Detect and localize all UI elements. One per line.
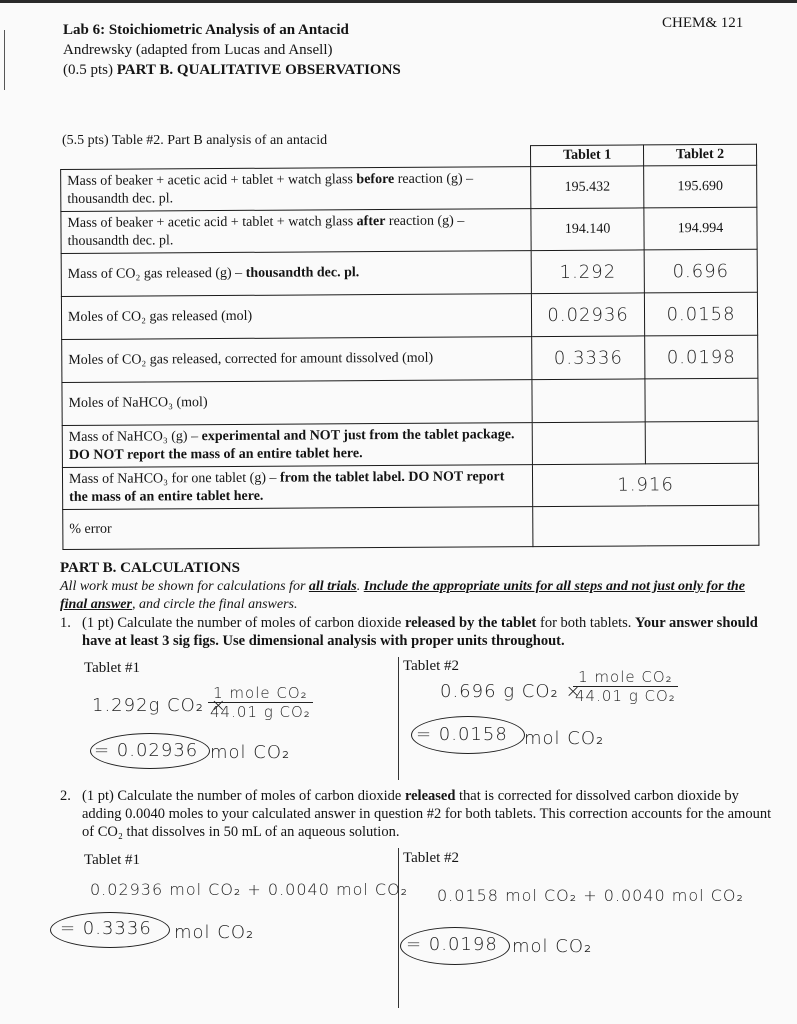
calculations-title: PART B. CALCULATIONS [60,560,240,576]
row-label: Mass of beaker + acetic acid + tablet + watch glass before reaction (g) – thousandth dec. pl. [61,167,531,212]
question-number: 1. [60,615,71,631]
col-header-tablet2: Tablet 2 [644,144,757,166]
q1-t2-fraction [573,668,678,705]
row-label: % error [63,507,533,550]
question-1 [60,614,772,650]
q1-t2-numerator: 1 mole CO₂ [573,668,678,687]
q2-t2-answer: = 0.0198 [406,934,498,955]
q2-t1-answer: = 0.3336 [60,918,152,939]
table-row [61,207,757,253]
row-label: Mass of NaHCO₃ for one tablet (g) – from the tablet label. DO NOT report the mass of an entire tablet here. [62,465,532,510]
question-number: 2. [60,788,71,804]
part-heading [63,60,401,80]
table-row [61,249,757,296]
tablet2-value: 0.696 [644,249,757,293]
q1-t1-answer: = 0.02936 [94,740,199,761]
tablet2-value: 195.690 [644,165,757,208]
q1-tablet2-label: Tablet #2 [403,658,460,674]
tablet2-value: 0.0158 [644,292,757,336]
q1-tablet1-label: Tablet #1 [84,660,141,676]
part-title: PART B. QUALITATIVE OBSERVATIONS [116,62,401,78]
table-row [62,421,758,467]
tablet1-value: 194.140 [531,208,644,251]
row-label: Mass of beaker + acetic acid + tablet + watch glass after reaction (g) – thousandth dec. pl. [61,209,531,254]
table-caption: (5.5 pts) Table #2. Part B analysis of an antacid [62,133,328,148]
tablet1-value [532,422,645,465]
top-border [0,0,797,3]
tablet2-value: 0.0198 [645,335,758,379]
row-label: Moles of CO₂ gas released, corrected for amount dissolved (mol) [62,337,532,383]
table-row [62,463,758,509]
table-row [61,292,757,339]
tablet2-value: 194.994 [644,207,757,250]
q2-t1-work: 0.02936 mol CO₂ + 0.0040 mol CO₂ [90,880,409,899]
question-text: (1 pt) Calculate the number of moles of carbon dioxide released that is corrected for dissolved carbon dioxide by adding 0.0040 moles to your calculated answer in question #2 for both tablets. This correction accounts for the amount of CO₂ that dissolves in 50 mL of an aqueous solution. [82,788,772,840]
q1-t1-work: 1.292g CO₂ × [92,695,227,716]
merged-value [533,505,759,546]
part-points: (0.5 pts) [63,62,113,78]
q2-tablet2-label: Tablet #2 [403,850,460,866]
tablet2-value [645,378,758,422]
q1-t1-denominator: 44.01 g CO₂ [210,703,311,721]
q1-column-divider [398,657,399,780]
q2-t2-work: 0.0158 mol CO₂ + 0.0040 mol CO₂ [437,886,744,905]
course-code: CHEM& 121 [662,15,744,31]
blank-header-cell [61,146,531,170]
table-row [62,335,758,382]
q1-t1-unit: mol CO₂ [210,742,291,763]
row-label: Moles of NaHCO₃ (mol) [62,380,532,426]
row-label: Mass of NaHCO₃ (g) – experimental and NOT just from the tablet package. DO NOT report the mass of an entire tablet here. [62,423,532,468]
col-header-tablet1: Tablet 1 [531,145,644,167]
tablet1-value: 1.292 [531,250,644,294]
author-line: Andrewsky (adapted from Lucas and Ansell) [63,42,333,58]
q2-column-divider [398,848,399,1008]
row-label: Mass of CO₂ gas released (g) – thousandth dec. pl. [61,251,531,297]
lab-title: Lab 6: Stoichiometric Analysis of an Antacid [63,22,349,38]
q1-t1-numerator: 1 mole CO₂ [208,684,313,703]
row-label: Moles of CO₂ gas released (mol) [61,294,531,340]
question-2 [60,787,772,841]
q1-t2-work: 0.696 g CO₂ × [440,681,582,702]
table-row [63,505,759,549]
tablet1-value: 0.02936 [532,293,645,337]
q1-t2-denominator: 44.01 g CO₂ [575,687,676,705]
left-border-mark [4,30,5,90]
tablet1-value [532,379,645,423]
question-text: (1 pt) Calculate the number of moles of carbon dioxide released by the tablet for both tablets. Your answer should have at least 3 sig figs. Use dimensional analysis with proper units throughout. [82,615,758,649]
tablet1-value: 195.432 [531,166,644,209]
analysis-table [60,144,759,550]
tablet2-value [645,421,758,464]
q2-t1-unit: mol CO₂ [174,922,255,943]
calculations-instructions: All work must be shown for calculations for all trials. Include the appropriate units for all steps and not just only for the final answer, and circle the final answers. [60,579,745,612]
table-row [62,378,758,425]
q1-t2-answer: = 0.0158 [416,724,508,745]
q1-t1-fraction [208,684,313,721]
q1-t2-unit: mol CO₂ [524,728,605,749]
q2-t2-unit: mol CO₂ [512,936,593,957]
merged-value: 1.916 [533,463,759,506]
tablet1-value: 0.3336 [532,336,645,380]
q2-tablet1-label: Tablet #1 [84,852,141,868]
table-row [61,165,757,211]
header-block [63,20,401,80]
